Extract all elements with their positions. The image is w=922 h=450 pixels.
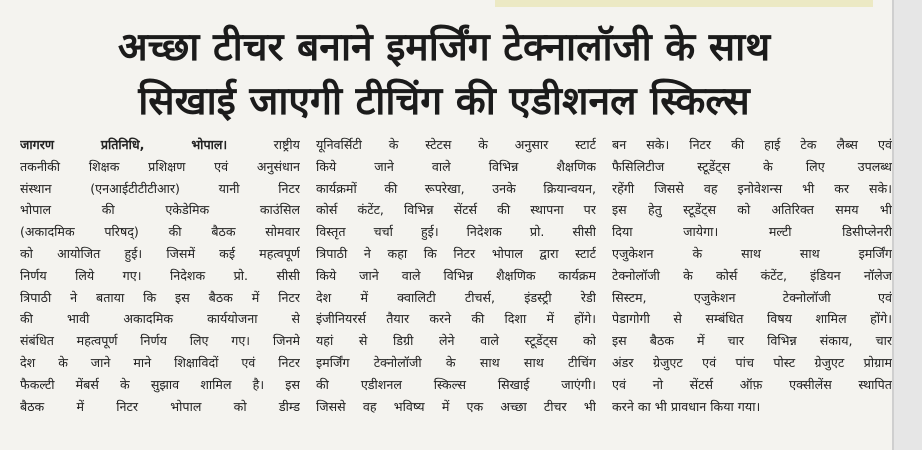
column-line: विस्तृत चर्चा हुई। निदेशक प्रो. सीसी [316,224,596,240]
article-column-2 [316,134,596,444]
column-line: संस्थान (एनआईटीटीटीआर) यानी निटर [20,180,300,196]
headline-line-1: अच्छा टीचर बनाने इमर्जिंग टेक्नालॉजी के साथ [117,25,771,70]
column-line: को आयोजित हुई। जिसमें कई महत्वपूर्ण [20,245,300,261]
column-line: फैकल्टी मेंबर्स के सुझाव शामिल है। इस [20,376,300,392]
column-line: इस बैठक में चार विभिन्न संकाय, चार [612,333,892,349]
column-line: कार्यक्रमों की रूपरेखा, उनके क्रियान्वयन, [316,180,596,196]
column-line: की एडीशनल स्किल्स सिखाई जाएंगी। [316,376,596,392]
article-column-1 [20,134,300,444]
article-column-3 [612,134,892,444]
article-body [20,134,892,444]
column-line: कोर्स कंटेंट, विभिन्न सेंटर्स की स्थापना पर [316,202,596,218]
column-line: निर्णय लिये गए। निदेशक प्रो. सीसी [20,267,300,283]
column-line: तकनीकी शिक्षक प्रशिक्षण एवं अनुसंधान [20,158,300,174]
column-line: फैसिलिटीज स्टूडेंट्स के लिए उपलब्ध [612,158,892,174]
column-line: भोपाल की एकेडेमिक काउंसिल [20,202,300,218]
column-line: सिस्टम, एजुकेशन टेक्नोलॉजी एवं [612,289,892,305]
headline-line-2: सिखाई जाएगी टीचिंग की एडीशनल स्किल्स [138,79,750,124]
column-line: बैठक में निटर भोपाल को डीम्ड [20,398,300,414]
column-line: इमर्जिंग टेक्नोलॉजी के साथ साथ टीचिंग [316,354,596,370]
column-line: त्रिपाठी ने कहा कि निटर भोपाल द्वारा स्टार्ट [316,245,596,261]
column-line: (अकादमिक परिषद्) की बैठक सोमवार [20,224,300,240]
column-line: इंजीनियरर्स तैयार करने की दिशा में होंगे। [316,311,596,327]
column-line: बन सके। निटर की हाई टेक लैब्स एवं [612,137,892,152]
column-line: टेक्नोलॉजी के कोर्स कंटेंट, इंडियन नॉलेज [612,267,892,283]
column-line: अंडर ग्रेजुएट एवं पांच पोस्ट ग्रेजुएट प्रोग्राम [612,354,892,370]
highlight-strip [495,0,873,7]
column-line: जागरण प्रतिनिधि, भोपाल। राष्ट्रीय [20,137,300,152]
column-line: यूनिवर्सिटी के स्टेटस के अनुसार स्टार्ट [316,137,596,152]
column-line: की भावी अकादमिक कार्ययोजना से [20,311,300,327]
column-line: जिससे वह भविष्य में एक अच्छा टीचर भी [316,398,596,414]
column-line: दिया जायेगा। मल्टी डिसीप्लेनरी [612,224,892,240]
column-line: देश के जाने माने शिक्षाविदों एवं निटर [20,354,300,370]
headline [8,24,880,126]
column-line: पेडागोगी से सम्बंधित विषय शामिल होंगे। [612,311,892,327]
column-line: एवं नो सेंटर्स ऑफ़ एक्सीलेंस स्थापित [612,376,892,392]
column-line: देश में क्वालिटी टीचर्स, इंडस्ट्री रेडी [316,289,596,305]
column-line: संबंधित महत्वपूर्ण निर्णय लिए गए। जिनमे [20,333,300,349]
column-line: इस हेतु स्टूडेंट्स को अतिरिक्त समय भी [612,202,892,218]
column-line: रहेंगी जिससे वह इनोवेशन्स भी कर सके। [612,180,892,196]
dateline: जागरण प्रतिनिधि, भोपाल। [20,137,228,152]
column-line: त्रिपाठी ने बताया कि इस बैठक में निटर [20,289,300,305]
column-line: यहां से डिग्री लेने वाले स्टूडेंट्स को [316,333,596,349]
column-line: किये जाने वाले विभिन्न शैक्षणिक कार्यक्रम [316,267,596,283]
page-edge-divider [892,0,894,450]
column-line: करने का भी प्रावधान किया गया। [612,398,761,414]
column-line: एजुकेशन के साथ साथ इमर्जिंग [612,245,892,261]
column-line: किये जाने वाले विभिन्न शैक्षणिक [316,158,596,174]
